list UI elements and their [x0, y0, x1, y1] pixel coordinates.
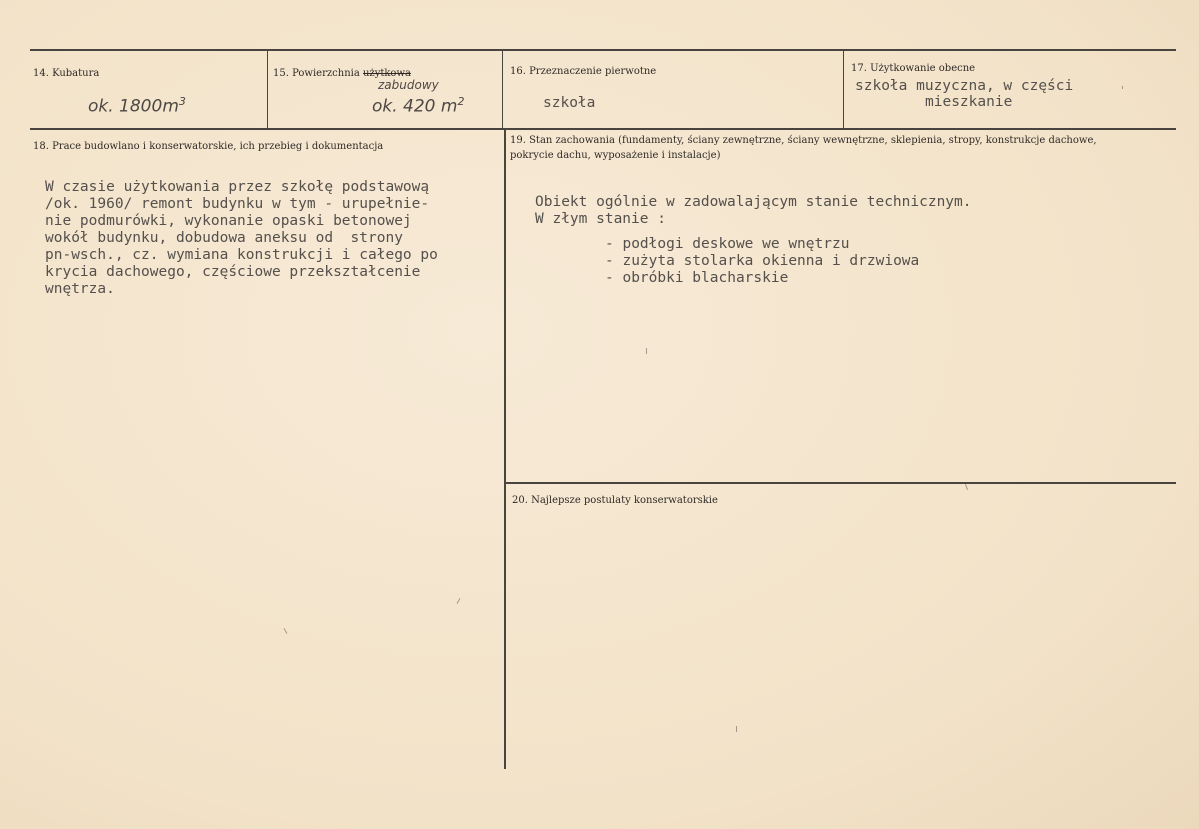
- stan-item: - podłogi deskowe we wnętrzu: [605, 236, 850, 252]
- kubatura-label: 14. Kubatura: [33, 68, 100, 79]
- powierzchnia-value-text: ok. 420 m: [372, 96, 458, 117]
- prace-line: W czasie użytkowania przez szkołę podstawową: [45, 179, 430, 195]
- prace-label: 18. Prace budowlano i konserwatorskie, ich przebieg i dokumentacja: [33, 141, 384, 152]
- stan-item: - zużyta stolarka okienna i drzwiowa: [605, 253, 920, 269]
- uzytkowanie-value-line1: szkoła muzyczna, w części: [855, 78, 1074, 94]
- kubatura-value: [88, 95, 186, 117]
- stan-line2: W złym stanie :: [535, 211, 666, 227]
- stan-zachowania-label: 19. Stan zachowania (fundamenty, ściany zewnętrzne, ściany wewnętrzne, sklepienia, stropy, konstrukcje dachowe, pokrycie dachu, wyposażenie i instalacje): [510, 135, 1097, 161]
- divider-14-15: [267, 50, 268, 129]
- paper-speck: [736, 726, 737, 732]
- paper-speck: [457, 598, 461, 604]
- paper-speck: [646, 348, 647, 354]
- powierzchnia-value: [372, 95, 464, 117]
- stan-line1: Obiekt ogólnie w zadowalającym stanie technicznym.: [535, 194, 972, 210]
- prace-line: nie podmurówki, wykonanie opaski betonowej: [45, 213, 412, 229]
- uzytkowanie-label: 17. Użytkowanie obecne: [851, 63, 976, 74]
- prace-line: wnętrza.: [45, 281, 115, 297]
- kubatura-value-text: ok. 1800m: [88, 96, 179, 117]
- powierzchnia-unit-sup: 2: [457, 95, 465, 108]
- przeznaczenie-label: 16. Przeznaczenie pierwotne: [510, 66, 657, 77]
- powierzchnia-correction: zabudowy: [378, 78, 439, 92]
- section20-top-rule: [505, 482, 1176, 484]
- stan-item: - obróbki blacharskie: [605, 270, 789, 286]
- postulaty-label: 20. Najlepsze postulaty konserwatorskie: [512, 495, 718, 506]
- przeznaczenie-value: szkoła: [543, 95, 596, 111]
- paper-speck: [284, 628, 288, 634]
- divider-15-16: [502, 50, 503, 129]
- row1-bottom-rule: [30, 128, 1176, 130]
- prace-line: wokół budynku, dobudowa aneksu od strony: [45, 230, 403, 246]
- paper-speck: [965, 484, 968, 490]
- prace-line: krycia dachowego, częściowe przekształcenie: [45, 264, 421, 280]
- powierzchnia-label-prefix: 15. Powierzchnia: [273, 68, 360, 79]
- prace-line: /ok. 1960/ remont budynku w tym - urupełnie-: [45, 196, 430, 212]
- uzytkowanie-value-line2: mieszkanie: [925, 94, 1013, 110]
- powierzchnia-label-struck: użytkowa: [362, 68, 411, 79]
- prace-line: pn-wsch., cz. wymiana konstrukcji i całego po: [45, 247, 438, 263]
- main-column-divider: [504, 129, 506, 769]
- divider-16-17: [843, 50, 844, 129]
- paper-speck: [1122, 86, 1123, 89]
- top-rule: [30, 49, 1176, 51]
- kubatura-unit-sup: 3: [178, 95, 186, 108]
